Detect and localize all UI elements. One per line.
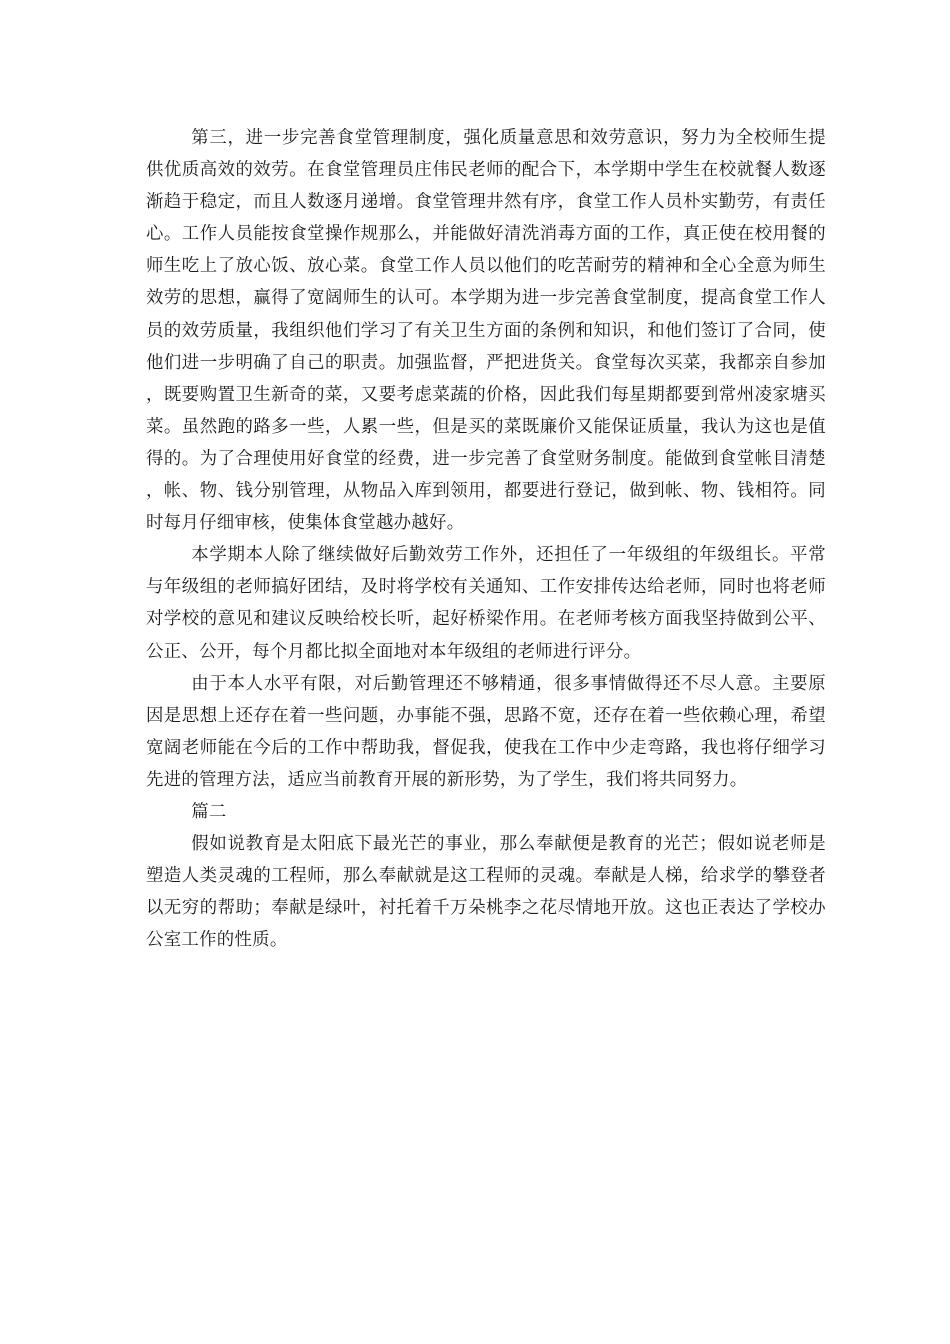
paragraph-shortcomings: 由于本人水平有限，对后勤管理还不够精通，很多事情做得还不尽人意。主要原因是思想上还存在着一些问题，办事能不强，思路不宽，还存在着一些依赖心理，希望宽阔老师能在今后的工作中帮助我，督促我，使我在工作中少走弯路，我也将仔细学习先进的管理方法，适应当前教育开展的新形势，为了学生，我们将共同努力。 [146, 673, 826, 790]
paragraph-grade-leader: 本学期本人除了继续做好后勤效劳工作外，还担任了一年级组的年级组长。平常与年级组的老师搞好团结，及时将学校有关通知、工作安排传达给老师，同时也将老师对学校的意见和建议反映给校长听，起好桥梁作用。在老师考核方面我坚持做到公平、公正、公开，每个月都比拟全面地对本年级组的老师进行评分。 [146, 545, 826, 662]
paragraph-canteen-management: 第三，进一步完善食堂管理制度，强化质量意思和效劳意识，努力为全校师生提供优质高效的效劳。在食堂管理员庄伟民老师的配合下，本学期中学生在校就餐人数逐渐趋于稳定，而且人数逐月递增。食堂管理井然有序，食堂工作人员朴实勤劳，有责任心。工作人员能按食堂操作规那么，并能做好清洗消毒方面的工作，真正使在校用餐的师生吃上了放心饭、放心菜。食堂工作人员以他们的吃苦耐劳的精神和全心全意为师生效劳的思想，赢得了宽阔师生的认可。本学期为进一步完善食堂制度，提高食堂工作人员的效劳质量，我组织他们学习了有关卫生方面的条例和知识，和他们签订了合同，使他们进一步明确了自己的职责。加强监督，严把进货关。食堂每次买菜，我都亲自参加，既要购置卫生新奇的菜，又要考虑菜蔬的价格，因此我们每星期都要到常州凌家塘买菜。虽然跑的路多一些，人累一些，但是买的菜既廉价又能保证质量，我认为这也是值得的。为了合理使用好食堂的经费，进一步完善了食堂财务制度。能做到食堂帐目清楚，帐、物、钱分别管理，从物品入库到领用，都要进行登记，做到帐、物、钱相符。同时每月仔细审核，使集体食堂越办越好。 [146, 128, 826, 534]
paragraph-dedication: 假如说教育是太阳底下最光芒的事业，那么奉献便是教育的光芒；假如说老师是塑造人类灵魂的工程师，那么奉献就是这工程师的灵魂。奉献是人梯，给求学的攀登者以无穷的帮助；奉献是绿叶，衬托着千万朵桃李之花尽情地开放。这也正表达了学校办公室工作的性质。 [146, 834, 826, 951]
document-body [146, 122, 826, 956]
section-heading-part-two: 篇二 [191, 801, 227, 822]
